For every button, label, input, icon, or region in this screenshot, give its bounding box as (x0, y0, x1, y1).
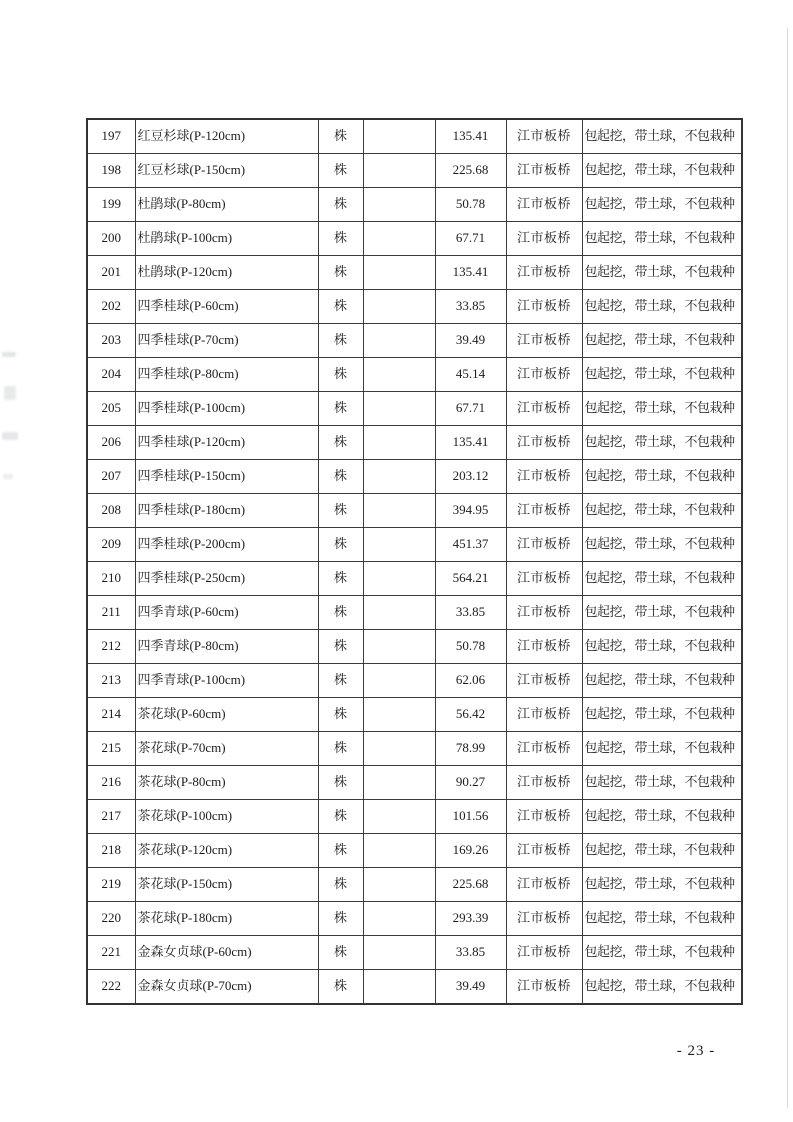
cell-blank (363, 698, 435, 732)
cell-location: 江市板桥 (506, 630, 582, 664)
cell-item-name: 红豆杉球(P-120cm) (135, 119, 318, 154)
cell-notes: 包起挖，带土球，不包栽种 (582, 970, 742, 1005)
cell-location: 江市板桥 (506, 902, 582, 936)
cell-notes: 包起挖，带土球，不包栽种 (582, 324, 742, 358)
cell-item-name: 杜鹃球(P-100cm) (135, 222, 318, 256)
cell-price: 67.71 (435, 392, 506, 426)
cell-blank (363, 290, 435, 324)
cell-unit: 株 (318, 154, 363, 188)
scan-smudge (2, 432, 18, 440)
table-row (87, 868, 742, 902)
cell-blank (363, 732, 435, 766)
table-row (87, 834, 742, 868)
cell-location: 江市板桥 (506, 358, 582, 392)
cell-unit: 株 (318, 392, 363, 426)
cell-item-name: 杜鹃球(P-120cm) (135, 256, 318, 290)
cell-unit: 株 (318, 868, 363, 902)
cell-price: 225.68 (435, 154, 506, 188)
cell-unit: 株 (318, 324, 363, 358)
cell-index: 199 (87, 188, 135, 222)
cell-notes: 包起挖，带土球，不包栽种 (582, 800, 742, 834)
cell-location: 江市板桥 (506, 324, 582, 358)
cell-location: 江市板桥 (506, 460, 582, 494)
cell-unit: 株 (318, 800, 363, 834)
cell-index: 203 (87, 324, 135, 358)
cell-price: 45.14 (435, 358, 506, 392)
table-row (87, 902, 742, 936)
cell-price: 33.85 (435, 596, 506, 630)
cell-index: 197 (87, 119, 135, 154)
cell-notes: 包起挖，带土球，不包栽种 (582, 562, 742, 596)
cell-location: 江市板桥 (506, 834, 582, 868)
cell-notes: 包起挖，带土球，不包栽种 (582, 766, 742, 800)
cell-blank (363, 834, 435, 868)
cell-item-name: 茶花球(P-120cm) (135, 834, 318, 868)
cell-blank (363, 460, 435, 494)
cell-price: 33.85 (435, 290, 506, 324)
cell-unit: 株 (318, 494, 363, 528)
cell-location: 江市板桥 (506, 528, 582, 562)
cell-blank (363, 562, 435, 596)
cell-unit: 株 (318, 834, 363, 868)
cell-notes: 包起挖，带土球，不包栽种 (582, 256, 742, 290)
cell-price: 39.49 (435, 970, 506, 1005)
cell-unit: 株 (318, 528, 363, 562)
cell-price: 169.26 (435, 834, 506, 868)
price-table (86, 118, 743, 1005)
cell-item-name: 四季桂球(P-180cm) (135, 494, 318, 528)
table-row (87, 664, 742, 698)
cell-price: 564.21 (435, 562, 506, 596)
cell-blank (363, 188, 435, 222)
cell-unit: 株 (318, 732, 363, 766)
cell-index: 213 (87, 664, 135, 698)
cell-notes: 包起挖，带土球，不包栽种 (582, 528, 742, 562)
scan-smudge (2, 352, 16, 357)
cell-notes: 包起挖，带土球，不包栽种 (582, 596, 742, 630)
cell-notes: 包起挖，带土球，不包栽种 (582, 868, 742, 902)
cell-item-name: 四季青球(P-100cm) (135, 664, 318, 698)
cell-blank (363, 119, 435, 154)
cell-location: 江市板桥 (506, 664, 582, 698)
table-row (87, 324, 742, 358)
cell-location: 江市板桥 (506, 188, 582, 222)
table-row (87, 460, 742, 494)
cell-blank (363, 154, 435, 188)
cell-unit: 株 (318, 460, 363, 494)
cell-unit: 株 (318, 426, 363, 460)
cell-item-name: 茶花球(P-180cm) (135, 902, 318, 936)
cell-unit: 株 (318, 664, 363, 698)
cell-index: 206 (87, 426, 135, 460)
cell-blank (363, 630, 435, 664)
cell-price: 293.39 (435, 902, 506, 936)
table-row (87, 970, 742, 1005)
cell-index: 220 (87, 902, 135, 936)
cell-price: 50.78 (435, 188, 506, 222)
cell-item-name: 四季桂球(P-120cm) (135, 426, 318, 460)
cell-price: 33.85 (435, 936, 506, 970)
cell-price: 135.41 (435, 426, 506, 460)
cell-notes: 包起挖，带土球，不包栽种 (582, 188, 742, 222)
cell-item-name: 茶花球(P-80cm) (135, 766, 318, 800)
cell-location: 江市板桥 (506, 766, 582, 800)
table-row (87, 766, 742, 800)
cell-index: 214 (87, 698, 135, 732)
cell-index: 216 (87, 766, 135, 800)
table-row (87, 698, 742, 732)
cell-item-name: 杜鹃球(P-80cm) (135, 188, 318, 222)
cell-unit: 株 (318, 358, 363, 392)
cell-blank (363, 902, 435, 936)
cell-notes: 包起挖，带土球，不包栽种 (582, 392, 742, 426)
cell-notes: 包起挖，带土球，不包栽种 (582, 902, 742, 936)
cell-index: 202 (87, 290, 135, 324)
table-row (87, 936, 742, 970)
cell-blank (363, 256, 435, 290)
cell-price: 78.99 (435, 732, 506, 766)
cell-unit: 株 (318, 256, 363, 290)
scan-smudge (3, 474, 13, 479)
cell-index: 219 (87, 868, 135, 902)
table-row (87, 290, 742, 324)
cell-index: 221 (87, 936, 135, 970)
cell-unit: 株 (318, 698, 363, 732)
cell-blank (363, 358, 435, 392)
table-row (87, 256, 742, 290)
cell-notes: 包起挖，带土球，不包栽种 (582, 426, 742, 460)
cell-blank (363, 596, 435, 630)
cell-unit: 株 (318, 188, 363, 222)
table-row (87, 494, 742, 528)
price-table-body (87, 119, 742, 1004)
cell-notes: 包起挖，带土球，不包栽种 (582, 460, 742, 494)
table-row (87, 800, 742, 834)
cell-blank (363, 222, 435, 256)
cell-location: 江市板桥 (506, 290, 582, 324)
cell-item-name: 四季桂球(P-250cm) (135, 562, 318, 596)
cell-item-name: 四季桂球(P-200cm) (135, 528, 318, 562)
cell-notes: 包起挖，带土球，不包栽种 (582, 834, 742, 868)
cell-location: 江市板桥 (506, 392, 582, 426)
cell-blank (363, 936, 435, 970)
cell-notes: 包起挖，带土球，不包栽种 (582, 630, 742, 664)
cell-location: 江市板桥 (506, 936, 582, 970)
table-row (87, 562, 742, 596)
cell-unit: 株 (318, 970, 363, 1005)
cell-location: 江市板桥 (506, 562, 582, 596)
cell-item-name: 茶花球(P-60cm) (135, 698, 318, 732)
cell-price: 135.41 (435, 256, 506, 290)
cell-price: 135.41 (435, 119, 506, 154)
cell-price: 90.27 (435, 766, 506, 800)
cell-notes: 包起挖，带土球，不包栽种 (582, 119, 742, 154)
cell-index: 209 (87, 528, 135, 562)
cell-index: 212 (87, 630, 135, 664)
cell-price: 225.68 (435, 868, 506, 902)
table-row (87, 630, 742, 664)
cell-location: 江市板桥 (506, 494, 582, 528)
table-row (87, 392, 742, 426)
cell-item-name: 红豆杉球(P-150cm) (135, 154, 318, 188)
cell-item-name: 四季青球(P-80cm) (135, 630, 318, 664)
cell-item-name: 四季桂球(P-70cm) (135, 324, 318, 358)
cell-blank (363, 868, 435, 902)
cell-location: 江市板桥 (506, 868, 582, 902)
cell-item-name: 金森女贞球(P-70cm) (135, 970, 318, 1005)
cell-price: 101.56 (435, 800, 506, 834)
cell-index: 201 (87, 256, 135, 290)
cell-price: 56.42 (435, 698, 506, 732)
cell-item-name: 茶花球(P-150cm) (135, 868, 318, 902)
cell-unit: 株 (318, 596, 363, 630)
cell-index: 222 (87, 970, 135, 1005)
cell-item-name: 四季桂球(P-150cm) (135, 460, 318, 494)
table-row (87, 188, 742, 222)
cell-location: 江市板桥 (506, 222, 582, 256)
cell-unit: 株 (318, 630, 363, 664)
cell-notes: 包起挖，带土球，不包栽种 (582, 154, 742, 188)
page-number: - 23 - (676, 1043, 716, 1059)
cell-notes: 包起挖，带土球，不包栽种 (582, 358, 742, 392)
cell-blank (363, 970, 435, 1005)
cell-item-name: 四季桂球(P-100cm) (135, 392, 318, 426)
cell-notes: 包起挖，带土球，不包栽种 (582, 494, 742, 528)
cell-index: 198 (87, 154, 135, 188)
cell-price: 67.71 (435, 222, 506, 256)
cell-location: 江市板桥 (506, 970, 582, 1005)
cell-index: 205 (87, 392, 135, 426)
cell-location: 江市板桥 (506, 256, 582, 290)
cell-notes: 包起挖，带土球，不包栽种 (582, 664, 742, 698)
cell-location: 江市板桥 (506, 154, 582, 188)
cell-index: 218 (87, 834, 135, 868)
cell-blank (363, 800, 435, 834)
cell-location: 江市板桥 (506, 732, 582, 766)
cell-index: 200 (87, 222, 135, 256)
scan-edge-line (787, 28, 788, 1108)
cell-item-name: 四季桂球(P-80cm) (135, 358, 318, 392)
cell-index: 204 (87, 358, 135, 392)
table-row (87, 358, 742, 392)
table-row (87, 426, 742, 460)
cell-index: 207 (87, 460, 135, 494)
cell-blank (363, 392, 435, 426)
cell-location: 江市板桥 (506, 698, 582, 732)
cell-blank (363, 664, 435, 698)
cell-item-name: 茶花球(P-100cm) (135, 800, 318, 834)
cell-unit: 株 (318, 766, 363, 800)
cell-location: 江市板桥 (506, 119, 582, 154)
table-row (87, 222, 742, 256)
cell-unit: 株 (318, 222, 363, 256)
cell-price: 62.06 (435, 664, 506, 698)
table-row (87, 528, 742, 562)
table-row (87, 596, 742, 630)
table-row (87, 154, 742, 188)
cell-blank (363, 528, 435, 562)
cell-item-name: 茶花球(P-70cm) (135, 732, 318, 766)
cell-index: 215 (87, 732, 135, 766)
cell-price: 394.95 (435, 494, 506, 528)
cell-index: 208 (87, 494, 135, 528)
cell-price: 50.78 (435, 630, 506, 664)
cell-unit: 株 (318, 902, 363, 936)
cell-unit: 株 (318, 119, 363, 154)
cell-blank (363, 324, 435, 358)
cell-notes: 包起挖，带土球，不包栽种 (582, 698, 742, 732)
cell-unit: 株 (318, 936, 363, 970)
cell-blank (363, 766, 435, 800)
cell-price: 203.12 (435, 460, 506, 494)
cell-location: 江市板桥 (506, 426, 582, 460)
table-row (87, 732, 742, 766)
cell-notes: 包起挖，带土球，不包栽种 (582, 732, 742, 766)
cell-blank (363, 494, 435, 528)
table-row (87, 119, 742, 154)
cell-unit: 株 (318, 562, 363, 596)
cell-price: 451.37 (435, 528, 506, 562)
cell-location: 江市板桥 (506, 800, 582, 834)
cell-notes: 包起挖，带土球，不包栽种 (582, 222, 742, 256)
scan-smudge (4, 386, 16, 400)
cell-index: 211 (87, 596, 135, 630)
cell-item-name: 四季桂球(P-60cm) (135, 290, 318, 324)
cell-index: 210 (87, 562, 135, 596)
cell-index: 217 (87, 800, 135, 834)
cell-notes: 包起挖，带土球，不包栽种 (582, 936, 742, 970)
cell-price: 39.49 (435, 324, 506, 358)
cell-blank (363, 426, 435, 460)
cell-unit: 株 (318, 290, 363, 324)
cell-location: 江市板桥 (506, 596, 582, 630)
cell-item-name: 四季青球(P-60cm) (135, 596, 318, 630)
cell-item-name: 金森女贞球(P-60cm) (135, 936, 318, 970)
cell-notes: 包起挖，带土球，不包栽种 (582, 290, 742, 324)
